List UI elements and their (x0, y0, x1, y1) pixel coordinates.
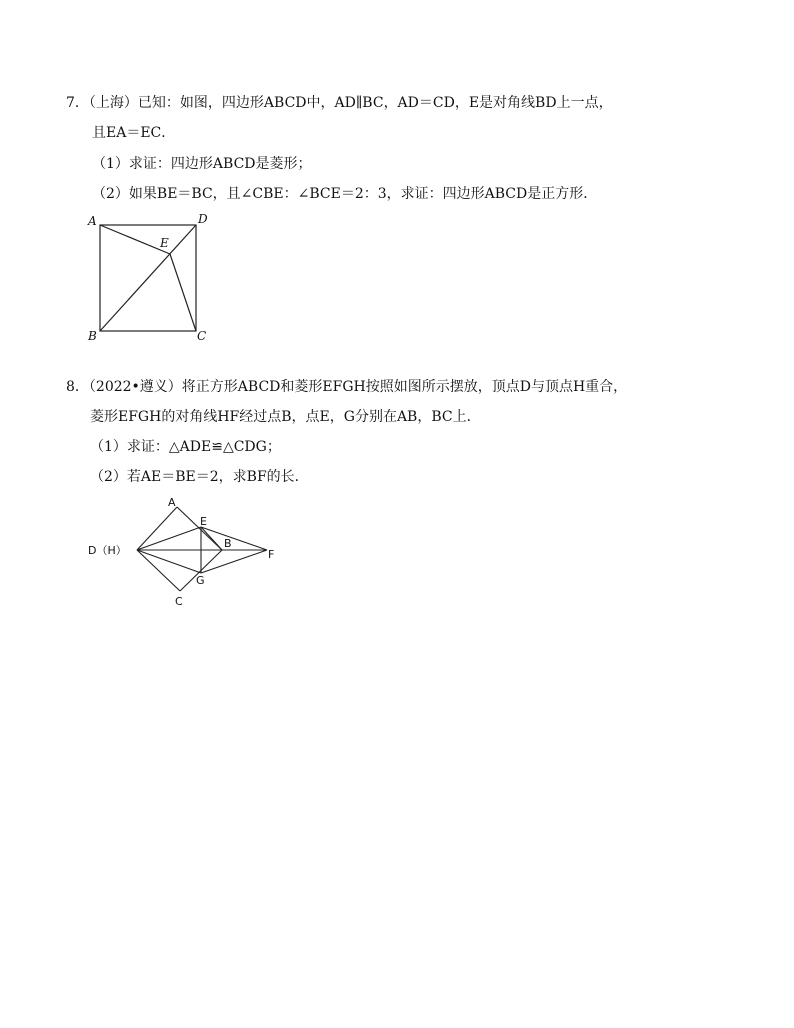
label-c: C (197, 329, 207, 343)
problem8-line1: 8．（2022•遵义）将正方形ABCD和菱形EFGH按照如图所示摆放，顶点D与顶点H重合， (66, 379, 628, 395)
label-a: A (88, 214, 97, 228)
problem8-line2: 菱形EFGH的对角线HF经过点B，点E，G分别在AB，BC上． (90, 409, 481, 425)
problem7-figure (80, 205, 230, 355)
problem8-figure (85, 495, 290, 610)
problem7-part1: （1）求证：四边形ABCD是菱形； (92, 156, 312, 172)
segment-ec (170, 254, 196, 331)
label-a: A (168, 496, 176, 509)
label-e: E (200, 515, 207, 528)
problem8-part2: （2）若AE＝BE＝2，求BF的长． (90, 469, 309, 485)
problem7-line2: 且EA＝EC． (92, 125, 176, 141)
problem7-line1: 7．（上海）已知：如图，四边形ABCD中，AD∥BC，AD＝CD，E是对角线BD上一点， (66, 95, 613, 111)
label-b: B (224, 537, 232, 550)
label-c: C (175, 595, 183, 608)
side-gh (137, 550, 201, 573)
diagonal-bd (100, 225, 196, 331)
problem7-part2: （2）如果BE＝BC，且∠CBE：∠BCE＝2：3，求证：四边形ABCD是正方形． (92, 186, 598, 202)
label-d: D (198, 212, 208, 226)
side-da (137, 507, 177, 550)
label-e: E (160, 236, 169, 250)
label-f: F (268, 548, 275, 561)
label-g: G (196, 574, 205, 587)
side-cd (137, 550, 180, 591)
label-dh: D（H） (88, 544, 127, 557)
side-ab (177, 507, 222, 550)
label-b: B (88, 329, 97, 343)
side-he (137, 527, 201, 550)
problem8-part1: （1）求证：△ADE≌△CDG； (90, 439, 281, 455)
